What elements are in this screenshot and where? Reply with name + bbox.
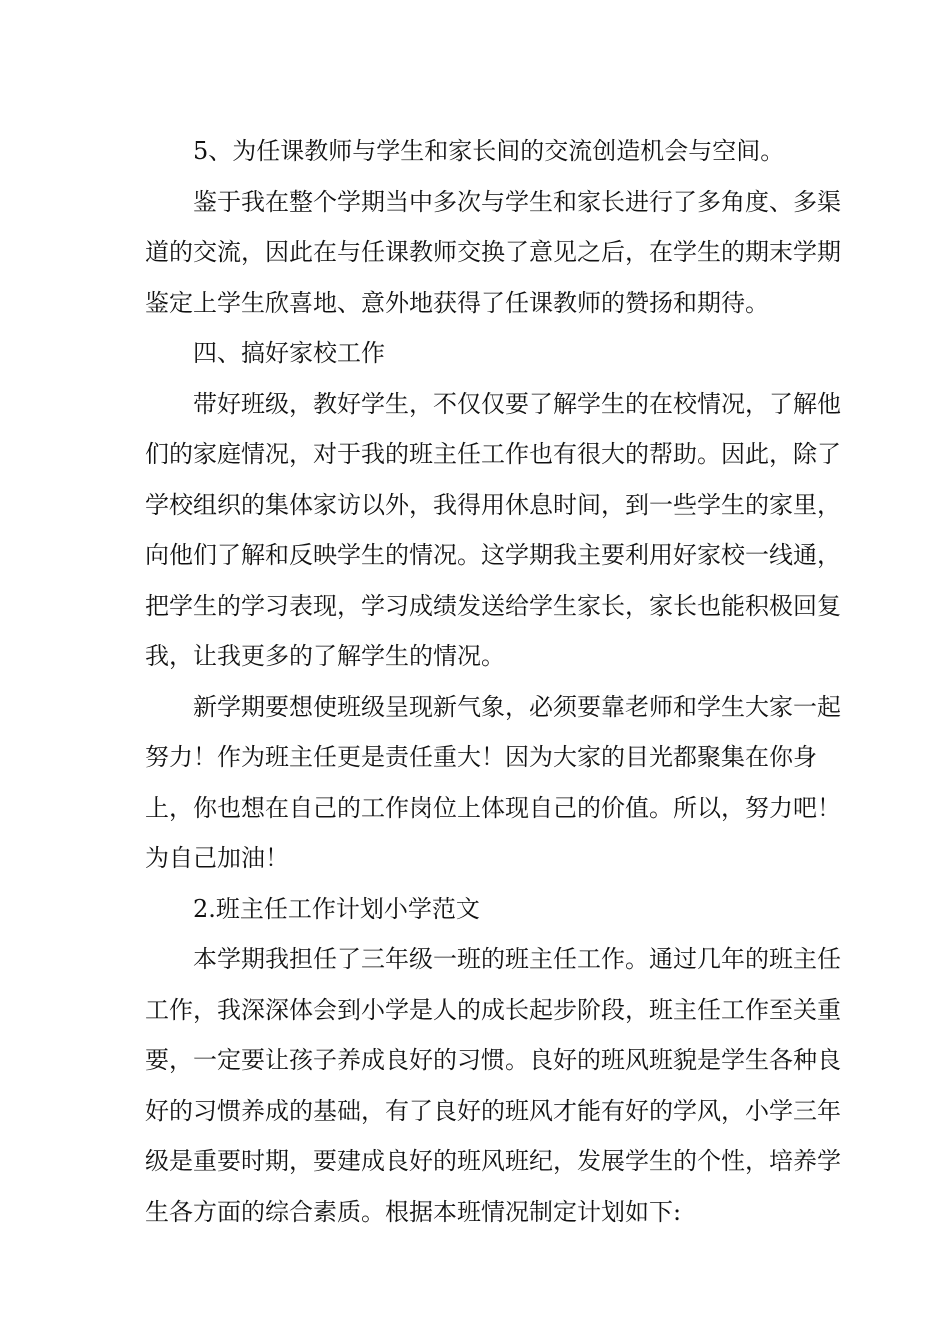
- paragraph-line: 向他们了解和反映学生的情况。这学期我主要利用好家校一线通，: [145, 541, 841, 569]
- paragraph-line: 们的家庭情况，对于我的班主任工作也有很大的帮助。因此，除了: [145, 440, 841, 468]
- paragraph-line: 要，一定要让孩子养成良好的习惯。良好的班风班貌是学生各种良: [145, 1046, 841, 1074]
- paragraph-line: 把学生的学习表现，学习成绩发送给学生家长，家长也能积极回复: [145, 591, 841, 620]
- paragraph-line: 我，让我更多的了解学生的情况。: [145, 642, 505, 670]
- paragraph-line: 鉴于我在整个学期当中多次与学生和家长进行了多角度、多渠: [193, 187, 841, 216]
- paragraph-line: 新学期要想使班级呈现新气象，必须要靠老师和学生大家一起: [193, 692, 841, 721]
- paragraph-line: 生各方面的综合素质。根据本班情况制定计划如下:: [145, 1197, 682, 1226]
- paragraph-line: 鉴定上学生欣喜地、意外地获得了任课教师的赞扬和期待。: [145, 288, 769, 317]
- paragraph-line: 好的习惯养成的基础，有了良好的班风才能有好的学风，小学三年: [145, 1096, 841, 1125]
- section-heading-4: 四、搞好家校工作: [193, 339, 385, 367]
- document-body: [145, 126, 841, 1237]
- paragraph-line: 努力！作为班主任更是责任重大！因为大家的目光都聚集在你身: [145, 743, 817, 771]
- paragraph-line: 级是重要时期，要建成良好的班风班纪，发展学生的个性，培养学: [145, 1147, 841, 1175]
- paragraph-line: 上，你也想在自己的工作岗位上体现自己的价值。所以，努力吧！: [145, 793, 841, 822]
- list-item-5: 5、为任课教师与学生和家长间的交流创造机会与空间。: [193, 137, 785, 165]
- paragraph-line: 道的交流，因此在与任课教师交换了意见之后，在学生的期末学期: [145, 238, 841, 266]
- paragraph-line: 学校组织的集体家访以外，我得用休息时间，到一些学生的家里，: [145, 490, 841, 519]
- paragraph-line: 本学期我担任了三年级一班的班主任工作。通过几年的班主任: [193, 945, 841, 973]
- article-title: 2.班主任工作计划小学范文: [193, 894, 480, 923]
- paragraph-line: 工作，我深深体会到小学是人的成长起步阶段，班主任工作至关重: [145, 995, 841, 1024]
- paragraph-line: 带好班级，教好学生，不仅仅要了解学生的在校情况，了解他: [193, 389, 841, 418]
- paragraph-line: 为自己加油！: [145, 844, 289, 872]
